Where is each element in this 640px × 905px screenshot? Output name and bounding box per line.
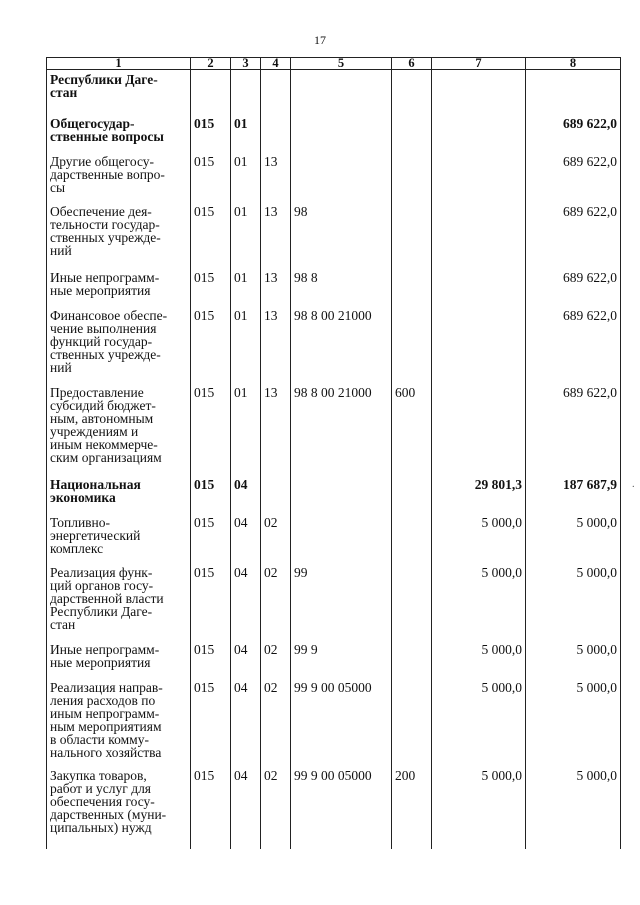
code-expense-type [392, 474, 432, 516]
table-row [47, 643, 621, 681]
amount-col7 [432, 155, 526, 205]
code-section: 04 [231, 566, 261, 643]
code-section: 04 [231, 474, 261, 516]
amount-col8: 5 000,0 [526, 769, 621, 849]
code-target: 99 9 00 05000 [291, 769, 392, 849]
code-subsection: 13 [261, 386, 291, 474]
code-expense-type [392, 271, 432, 309]
code-subsection [261, 474, 291, 516]
item-name: Обеспечение дея- тельности государ- ственных учрежде- ний [47, 205, 191, 271]
code-ministry: 015 [191, 681, 231, 769]
item-name: Иные непрограмм- ные мероприятия [47, 271, 191, 309]
code-subsection: 13 [261, 271, 291, 309]
item-name: Национальная экономика [47, 474, 191, 516]
amount-col7 [432, 70, 526, 115]
amount-col8: 689 622,0 [526, 309, 621, 386]
code-ministry: 015 [191, 474, 231, 516]
code-target: 98 8 00 21000 [291, 386, 392, 474]
header-col-5: 5 [291, 58, 392, 70]
code-ministry [191, 70, 231, 115]
code-subsection: 02 [261, 643, 291, 681]
code-target [291, 474, 392, 516]
code-expense-type [392, 155, 432, 205]
table-body [47, 70, 621, 850]
code-ministry: 015 [191, 516, 231, 566]
budget-table [46, 57, 621, 849]
code-ministry: 015 [191, 386, 231, 474]
code-subsection: 02 [261, 516, 291, 566]
header-col-3: 3 [231, 58, 261, 70]
header-col-4: 4 [261, 58, 291, 70]
code-subsection: 02 [261, 681, 291, 769]
code-subsection [261, 114, 291, 155]
item-name: Реализация функ- ций органов госу- дарственной власти Республики Даге- стан [47, 566, 191, 643]
code-expense-type [392, 643, 432, 681]
code-expense-type: 200 [392, 769, 432, 849]
table-row [47, 566, 621, 643]
table-row [47, 70, 621, 115]
code-section [231, 70, 261, 115]
header-col-6: 6 [392, 58, 432, 70]
code-expense-type [392, 681, 432, 769]
code-expense-type [392, 309, 432, 386]
amount-col7 [432, 114, 526, 155]
code-target: 98 8 00 21000 [291, 309, 392, 386]
code-expense-type [392, 114, 432, 155]
code-target [291, 516, 392, 566]
code-ministry: 015 [191, 205, 231, 271]
code-subsection: 13 [261, 309, 291, 386]
code-section: 01 [231, 271, 261, 309]
table-row [47, 155, 621, 205]
item-name: Общегосудар- ственные вопросы [47, 114, 191, 155]
item-name: Предоставление субсидий бюджет- ным, автономным учреждениям и иным некоммерче- ским организациям [47, 386, 191, 474]
code-subsection: 02 [261, 769, 291, 849]
table-row [47, 271, 621, 309]
code-subsection: 13 [261, 155, 291, 205]
code-ministry: 015 [191, 155, 231, 205]
amount-col7: 5 000,0 [432, 566, 526, 643]
item-name: Реализация направ- ления расходов по иным непрограмм- ным мероприятиям в области комму- нального хозяйства [47, 681, 191, 769]
table-header-row [47, 58, 621, 70]
table-row [47, 681, 621, 769]
code-ministry: 015 [191, 643, 231, 681]
item-name: Финансовое обеспе- чение выполнения функций государ- ственных учрежде- ний [47, 309, 191, 386]
amount-col8: 5 000,0 [526, 681, 621, 769]
table-row [47, 516, 621, 566]
item-name: Республики Даге- стан [47, 70, 191, 115]
amount-col8 [526, 70, 621, 115]
table-row [47, 386, 621, 474]
code-section: 04 [231, 769, 261, 849]
code-expense-type [392, 516, 432, 566]
amount-col8: 689 622,0 [526, 271, 621, 309]
header-col-2: 2 [191, 58, 231, 70]
item-name: Закупка товаров, работ и услуг для обеспечения госу- дарственных (муни- ципальных) нужд [47, 769, 191, 849]
header-col-7: 7 [432, 58, 526, 70]
item-name: Другие общегосу- дарственные вопро- сы [47, 155, 191, 205]
amount-col7 [432, 309, 526, 386]
code-expense-type [392, 70, 432, 115]
code-ministry: 015 [191, 309, 231, 386]
table-row [47, 205, 621, 271]
amount-col8: 5 000,0 [526, 516, 621, 566]
margin-mark: · [631, 482, 635, 493]
amount-col7 [432, 386, 526, 474]
code-subsection: 13 [261, 205, 291, 271]
amount-col8: 689 622,0 [526, 155, 621, 205]
amount-col8: 5 000,0 [526, 566, 621, 643]
item-name: Иные непрограмм- ные мероприятия [47, 643, 191, 681]
code-expense-type: 600 [392, 386, 432, 474]
table-row [47, 114, 621, 155]
amount-col7 [432, 205, 526, 271]
amount-col7: 5 000,0 [432, 516, 526, 566]
code-target: 98 8 [291, 271, 392, 309]
code-target [291, 155, 392, 205]
code-target [291, 114, 392, 155]
amount-col7: 5 000,0 [432, 681, 526, 769]
amount-col7 [432, 271, 526, 309]
code-target: 99 9 00 05000 [291, 681, 392, 769]
code-section: 01 [231, 309, 261, 386]
code-ministry: 015 [191, 566, 231, 643]
code-section: 04 [231, 516, 261, 566]
code-target: 99 [291, 566, 392, 643]
code-section: 01 [231, 205, 261, 271]
table-row [47, 474, 621, 516]
amount-col8: 689 622,0 [526, 205, 621, 271]
code-ministry: 015 [191, 271, 231, 309]
code-section: 01 [231, 386, 261, 474]
table-row [47, 309, 621, 386]
code-subsection [261, 70, 291, 115]
header-col-8: 8 [526, 58, 621, 70]
code-expense-type [392, 566, 432, 643]
code-expense-type [392, 205, 432, 271]
code-section: 04 [231, 681, 261, 769]
code-section: 04 [231, 643, 261, 681]
code-ministry: 015 [191, 769, 231, 849]
code-section: 01 [231, 155, 261, 205]
header-col-1: 1 [47, 58, 191, 70]
amount-col7: 5 000,0 [432, 769, 526, 849]
amount-col7: 29 801,3 [432, 474, 526, 516]
amount-col8: 689 622,0 [526, 114, 621, 155]
code-subsection: 02 [261, 566, 291, 643]
amount-col7: 5 000,0 [432, 643, 526, 681]
code-section: 01 [231, 114, 261, 155]
item-name: Топливно- энергетический комплекс [47, 516, 191, 566]
code-target: 98 [291, 205, 392, 271]
page-number: 17 [314, 33, 326, 47]
amount-col8: 187 687,9 [526, 474, 621, 516]
code-ministry: 015 [191, 114, 231, 155]
table-row [47, 769, 621, 849]
amount-col8: 5 000,0 [526, 643, 621, 681]
amount-col8: 689 622,0 [526, 386, 621, 474]
code-target [291, 70, 392, 115]
code-target: 99 9 [291, 643, 392, 681]
